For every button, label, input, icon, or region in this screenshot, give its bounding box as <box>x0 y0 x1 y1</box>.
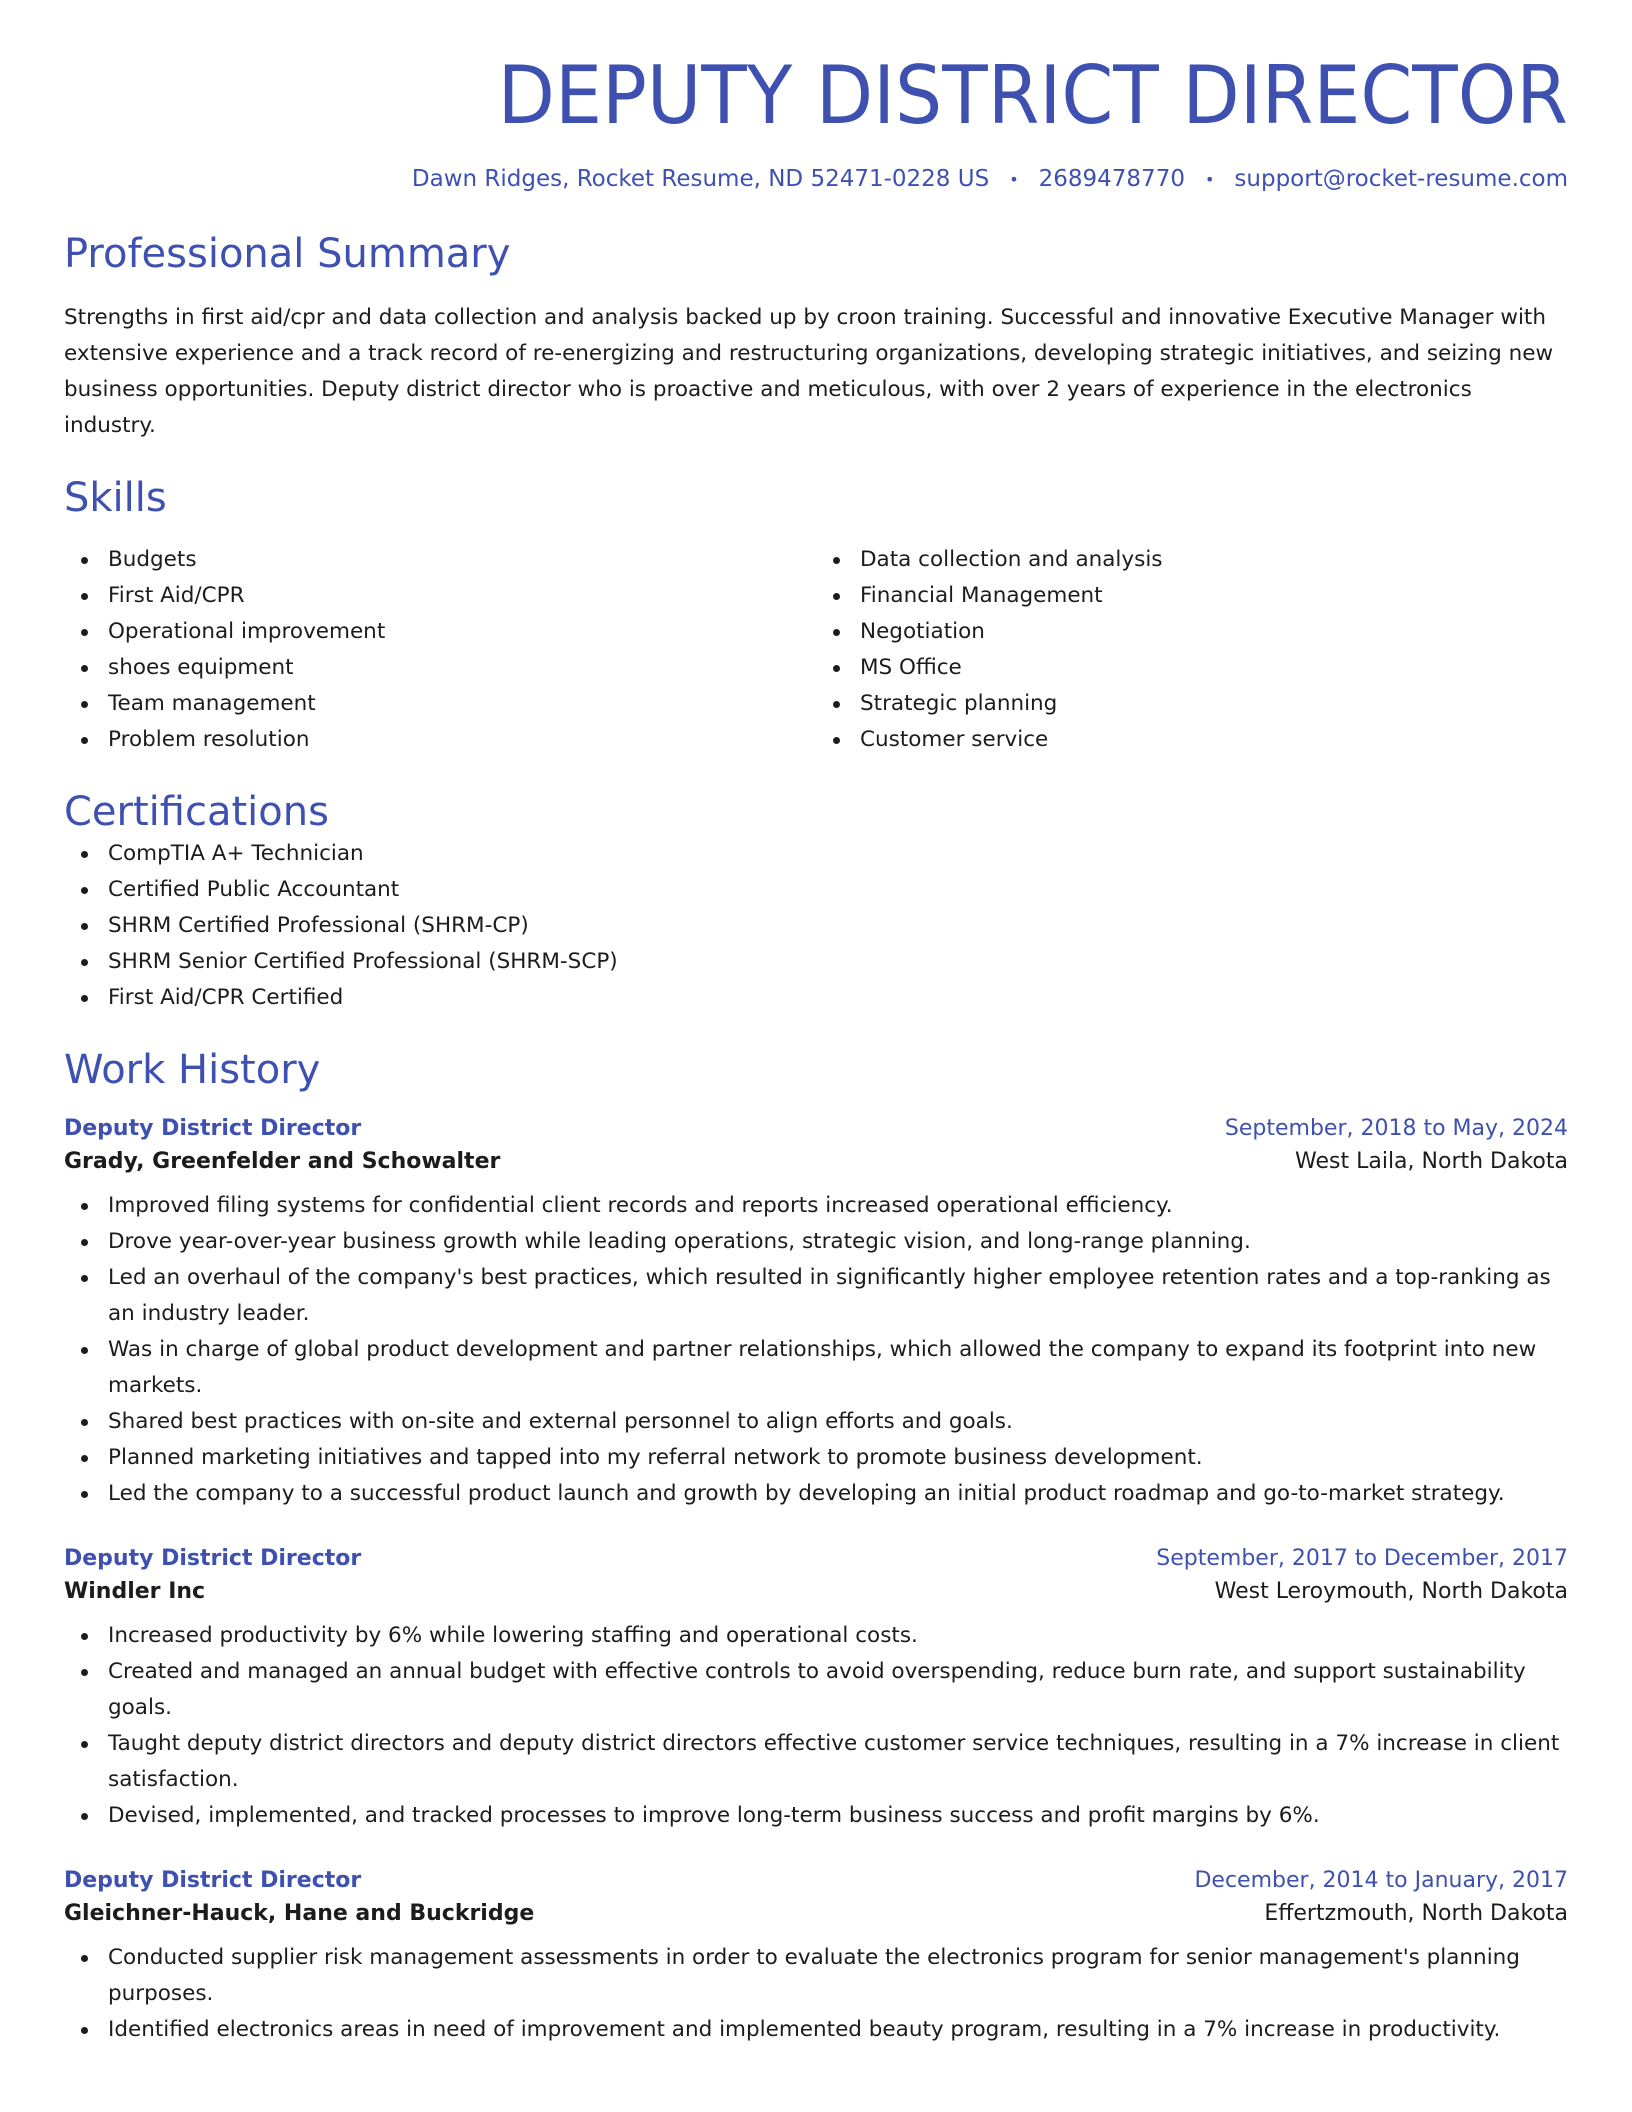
contact-line <box>64 166 1568 192</box>
job-bullet: Identified electronics areas in need of improvement and implemented beauty program, resulting in a 7% increase in productivity. <box>108 2012 1568 2048</box>
section-title-certifications: Certifications <box>64 789 329 835</box>
job-bullets <box>64 1940 1568 2048</box>
certification-item: CompTIA A+ Technician <box>108 836 1568 872</box>
job-location: Effertzmouth, North Dakota <box>1264 1901 1568 1926</box>
certifications-list <box>64 836 1568 1016</box>
job-bullet: Created and managed an annual budget with effective controls to avoid overspending, reduce burn rate, and support sustainability goals. <box>108 1654 1568 1726</box>
job-bullet: Drove year-over-year business growth while leading operations, strategic vision, and long-range planning. <box>108 1224 1568 1260</box>
section-title-skills: Skills <box>64 475 167 521</box>
job-location: West Laila, North Dakota <box>1295 1149 1568 1174</box>
job-bullets <box>64 1188 1568 1512</box>
skill-item: Team management <box>108 686 816 722</box>
contact-email[interactable]: support@rocket-resume.com <box>1234 166 1568 192</box>
job-company-row <box>64 1579 1568 1604</box>
job-entry <box>64 1546 1568 1834</box>
skill-item: shoes equipment <box>108 650 816 686</box>
skill-item: Problem resolution <box>108 722 816 758</box>
job-title: Deputy District Director <box>64 1868 362 1893</box>
job-location: West Leroymouth, North Dakota <box>1214 1579 1568 1604</box>
contact-separator: • <box>1204 169 1215 189</box>
job-entry <box>64 1868 1568 2048</box>
job-bullet: Increased productivity by 6% while lowering staffing and operational costs. <box>108 1618 1568 1654</box>
summary-section <box>64 230 1568 444</box>
job-bullet: Improved filing systems for confidential client records and reports increased operational efficiency. <box>108 1188 1568 1224</box>
skill-item: Operational improvement <box>108 614 816 650</box>
job-company-row <box>64 1149 1568 1174</box>
skill-item: Customer service <box>860 722 1568 758</box>
job-header-row <box>64 1546 1568 1571</box>
job-header-row <box>64 1116 1568 1141</box>
summary-text: Strengths in first aid/cpr and data collection and analysis backed up by croon training. Successful and innovative Executive Manager with extensive experience and a track record of re-energizing and restructuring organizations, developing strategic initiatives, and seizing new business opportunities. Deputy district director who is proactive and meticulous, with over 2 years of experience in the electronics industry. <box>64 305 1554 438</box>
resume-header <box>64 50 1568 192</box>
skill-item: MS Office <box>860 650 1568 686</box>
job-title: Deputy District Director <box>64 1116 362 1141</box>
job-bullet: Planned marketing initiatives and tapped into my referral network to promote business development. <box>108 1440 1568 1476</box>
certification-item: SHRM Senior Certified Professional (SHRM-SCP) <box>108 944 1568 980</box>
job-company: Windler Inc <box>64 1579 206 1604</box>
certification-item: Certified Public Accountant <box>108 872 1568 908</box>
job-bullet: Led the company to a successful product launch and growth by developing an initial product roadmap and go-to-market strategy. <box>108 1476 1568 1512</box>
job-dates: September, 2018 to May, 2024 <box>1224 1116 1568 1141</box>
skill-item: Data collection and analysis <box>860 542 1568 578</box>
contact-separator: • <box>1009 169 1019 189</box>
job-header-row <box>64 1868 1568 1893</box>
skill-item: Strategic planning <box>860 686 1568 722</box>
skill-item: First Aid/CPR <box>108 578 816 614</box>
contact-address: Dawn Ridges, Rocket Resume, ND 52471-0228 US <box>411 166 990 192</box>
section-title-summary: Professional Summary <box>64 231 511 277</box>
job-entry <box>64 1116 1568 1512</box>
contact-phone: 2689478770 <box>1038 166 1185 192</box>
job-bullet: Conducted supplier risk management assessments in order to evaluate the electronics program for senior management's planning purposes. <box>108 1940 1568 2012</box>
job-bullet: Taught deputy district directors and deputy district directors effective customer service techniques, resulting in a 7% increase in client satisfaction. <box>108 1726 1568 1798</box>
job-bullet: Led an overhaul of the company's best practices, which resulted in significantly higher employee retention rates and a top-ranking as an industry leader. <box>108 1260 1568 1332</box>
job-bullet: Devised, implemented, and tracked processes to improve long-term business success and profit margins by 6%. <box>108 1798 1568 1834</box>
certifications-section <box>64 788 1568 1016</box>
section-title-work-history: Work History <box>64 1047 321 1093</box>
skills-list-right <box>816 542 1568 758</box>
skill-item: Negotiation <box>860 614 1568 650</box>
resume-name: DEPUTY DISTRICT DIRECTOR <box>497 49 1568 142</box>
skills-grid <box>64 542 1568 758</box>
job-dates: December, 2014 to January, 2017 <box>1194 1868 1568 1893</box>
skill-item: Financial Management <box>860 578 1568 614</box>
skills-list-left <box>64 542 816 758</box>
job-title: Deputy District Director <box>64 1546 362 1571</box>
certification-item: First Aid/CPR Certified <box>108 980 1568 1016</box>
work-history-section <box>64 1046 1568 2048</box>
skill-item: Budgets <box>108 542 816 578</box>
job-bullet: Shared best practices with on-site and external personnel to align efforts and goals. <box>108 1404 1568 1440</box>
job-bullet: Was in charge of global product development and partner relationships, which allowed the company to expand its footprint into new markets. <box>108 1332 1568 1404</box>
job-company-row <box>64 1901 1568 1926</box>
job-dates: September, 2017 to December, 2017 <box>1156 1546 1568 1571</box>
job-company: Grady, Greenfelder and Schowalter <box>64 1149 501 1174</box>
certification-item: SHRM Certified Professional (SHRM-CP) <box>108 908 1568 944</box>
skills-section <box>64 474 1568 758</box>
job-company: Gleichner-Hauck, Hane and Buckridge <box>64 1901 535 1926</box>
job-bullets <box>64 1618 1568 1834</box>
